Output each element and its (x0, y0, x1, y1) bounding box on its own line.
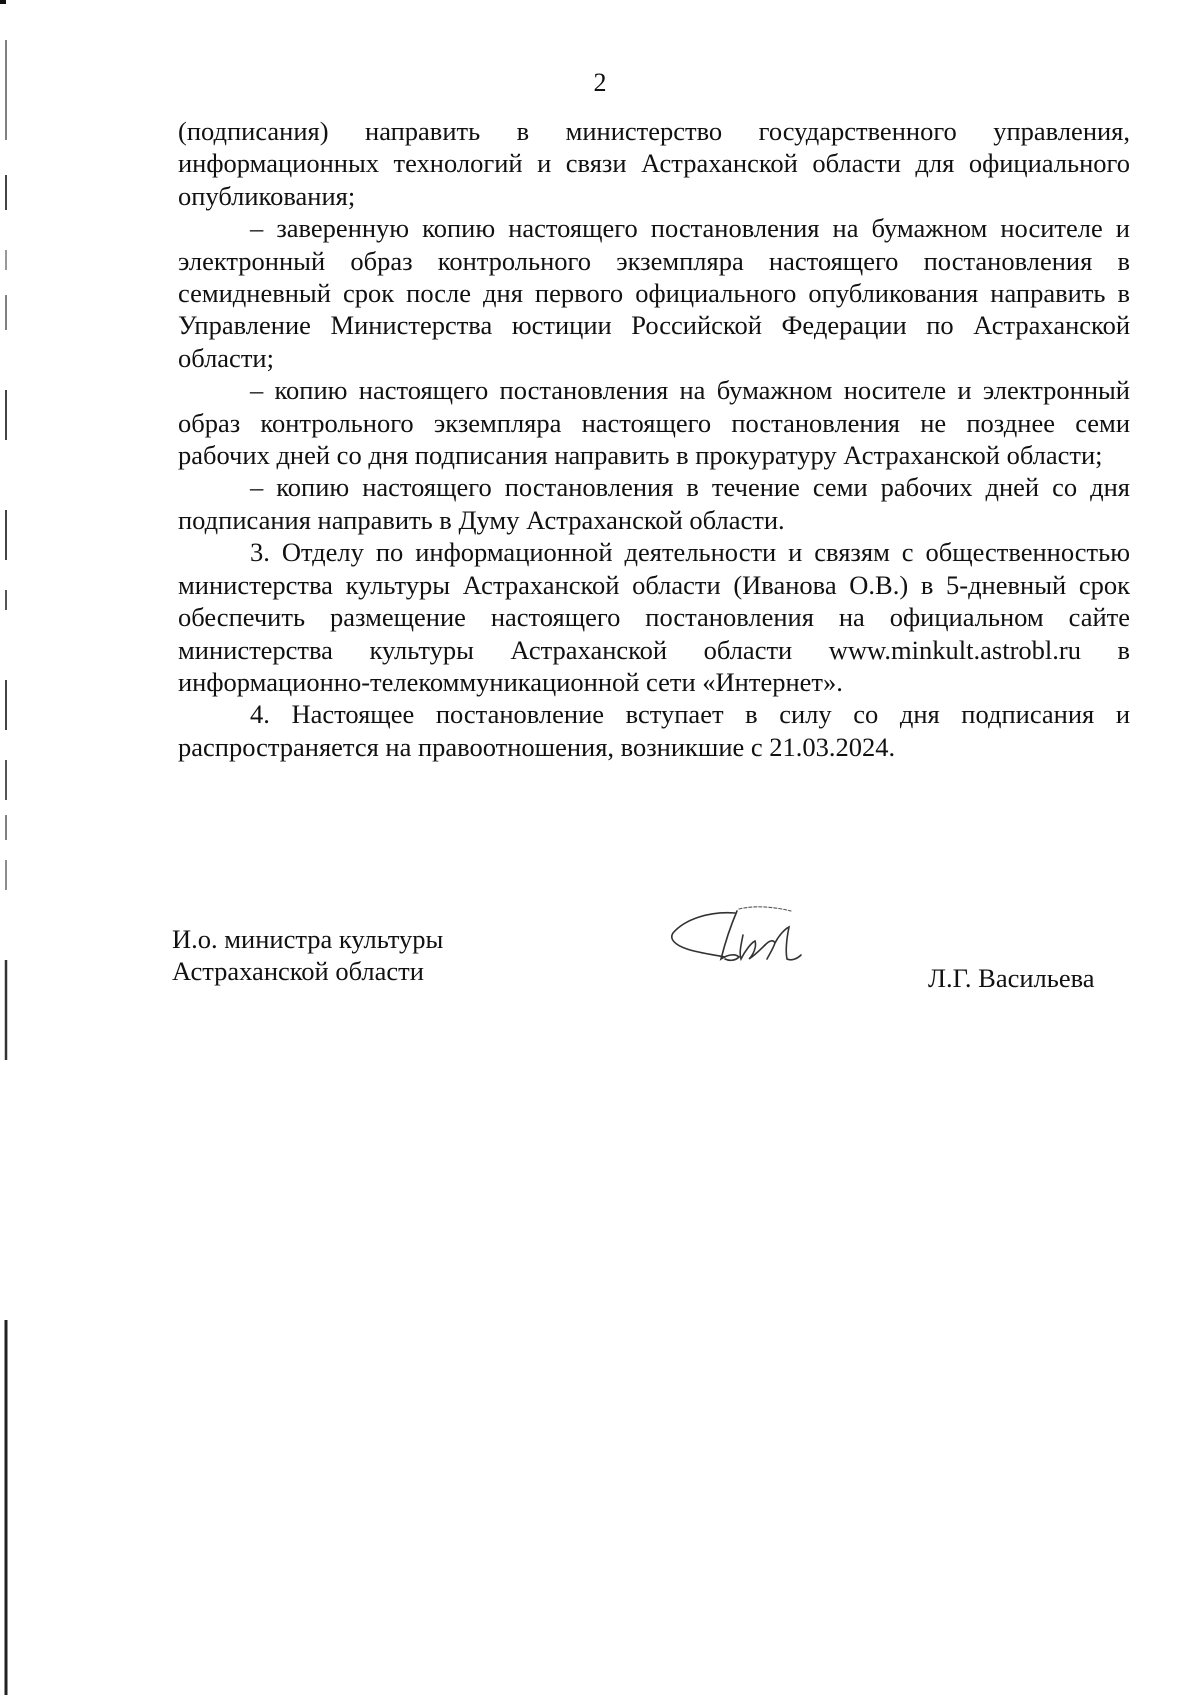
document-body (178, 115, 1130, 763)
paragraph: – копию настоящего постановления на бумажном носителе и электронный образ контрольного экземпляра настоящего постановления не позднее семи рабочих дней со дня подписания направить в прокуратуру Астраханской области; (178, 375, 1130, 471)
paragraph: – копию настоящего постановления в течение семи рабочих дней со дня подписания направить в Думу Астраханской области. (178, 472, 1130, 535)
page-number: 2 (593, 68, 607, 97)
scan-edge-marks (0, 0, 14, 1695)
paragraph: – заверенную копию настоящего постановления на бумажном носителе и электронный образ контрольного экземпляра настоящего постановления в семидневный срок после дня первого официального опубликования направить в Управление Министерства юстиции Российской Федерации по Астраханской области; (178, 213, 1130, 373)
paragraph: 4. Настоящее постановление вступает в силу со дня подписания и распространяется на правоотношения, возникшие с 21.03.2024. (178, 699, 1130, 762)
signatory-position (172, 923, 443, 988)
signatory-name: Л.Г. Васильева (928, 963, 1095, 993)
signatory-position-line2: Астраханской области (172, 956, 424, 987)
signatory-position-line1: И.о. министра культуры (172, 924, 444, 954)
paragraph: (подписания) направить в министерство государственного управления, информационных технологий и связи Астраханской области для официального опубликования; (178, 116, 1130, 211)
handwritten-signature (665, 905, 825, 985)
paragraph: 3. Отделу по информационной деятельности и связям с общественностью министерства культуры Астраханской области (Иванова О.В.) в 5-дневный срок обеспечить размещение настоящего постановления на официальном сайте министерства культуры Астраханской области www.minkult.astrobl.ru в информационно-телекоммуникационной сети «Интернет». (178, 537, 1130, 697)
